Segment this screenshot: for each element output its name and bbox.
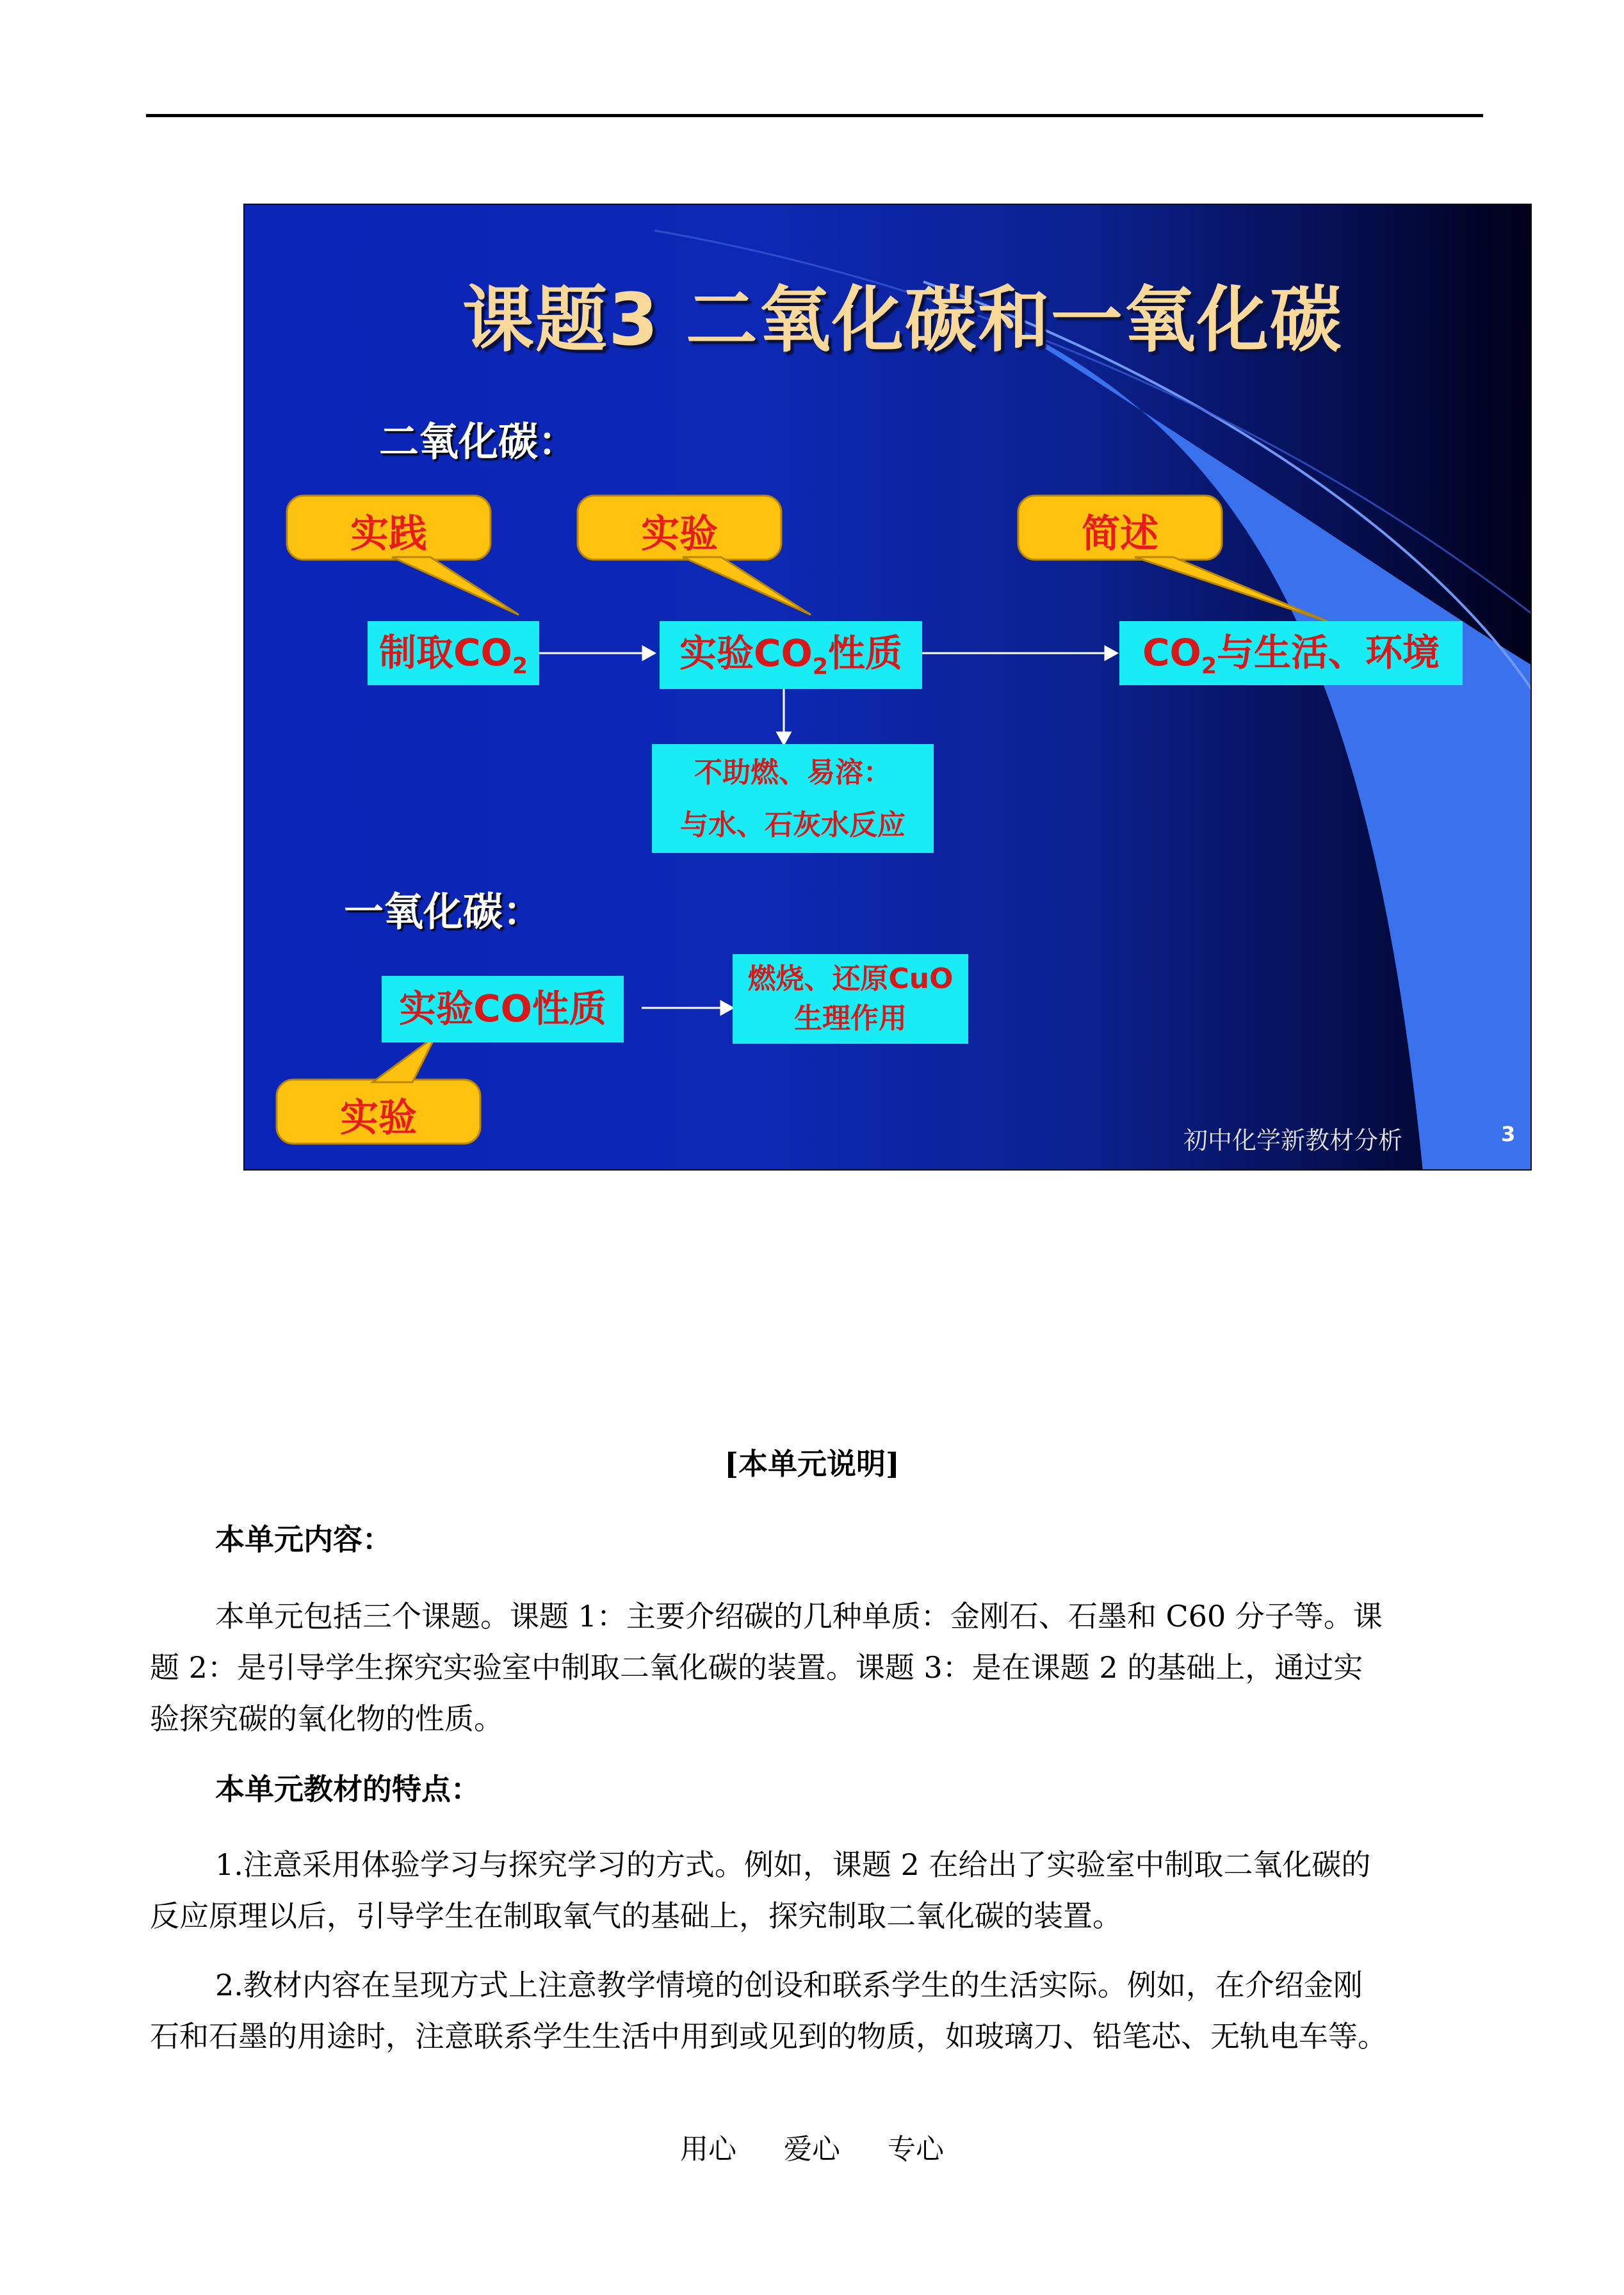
box-experiment-co: 实验CO性质	[382, 976, 624, 1042]
paragraph-unit-content: 本单元包括三个课题。课题 1：主要介绍碳的几种单质：金刚石、石墨和 C60 分子等。课 题 2：是引导学生探究实验室中制取二氧化碳的装置。课题 3：是在课题 2 的基础上，通过实 验探究碳的氧化物的性质。	[150, 1599, 1383, 1736]
box-co-properties: 燃烧、还原CuO 生理作用	[733, 954, 968, 1044]
heading-unit-features: 本单元教材的特点：	[215, 1772, 480, 1806]
callout-brief: 简述	[1082, 512, 1158, 556]
paragraph-feature-1: 1.注意采用体验学习与探究学习的方式。例如，课题 2 在给出了实验室中制取二氧化碳的 反应原理以后，引导学生在制取氧气的基础上，探究制取二氧化碳的装置。	[150, 1847, 1371, 1933]
callout-practice: 实践	[350, 512, 427, 556]
co2-heading: 二氧化碳：	[379, 418, 578, 465]
box-experiment-co2: 实验$CO_2$性质	[660, 621, 922, 689]
heading-unit-content: 本单元内容：	[215, 1522, 392, 1557]
paragraph-feature-2: 2.教材内容在呈现方式上注意教学情境的创设和联系学生的生活实际。例如，在介绍金刚 石和石墨的用途时，注意联系学生生活中用到或见到的物质，如玻璃刀、铅笔芯、无轨电车等。	[150, 1968, 1387, 2054]
header-rule	[146, 114, 1483, 117]
box-make-co2: 制取$CO_2$	[368, 621, 539, 685]
section-title: [本单元说明]	[724, 1447, 900, 1481]
callout-experiment-co: 实验	[340, 1096, 417, 1140]
slide-footer-note: 初中化学新教材分析	[1183, 1126, 1403, 1155]
slide-image	[243, 204, 1532, 1171]
slide-title: 课题3 二氧化碳和一氧化碳	[462, 279, 1343, 362]
callout-experiment: 实验	[641, 512, 718, 556]
page-footer: 用心 爱心 专心	[680, 2133, 944, 2166]
slide-page-number: 3	[1501, 1122, 1516, 1146]
box-co2-properties: 不助燃、易溶： 与水、石灰水反应	[652, 744, 934, 853]
box-co2-life: $CO_2$与生活、环境	[1119, 621, 1463, 685]
co-heading: 一氧化碳：	[344, 888, 543, 935]
